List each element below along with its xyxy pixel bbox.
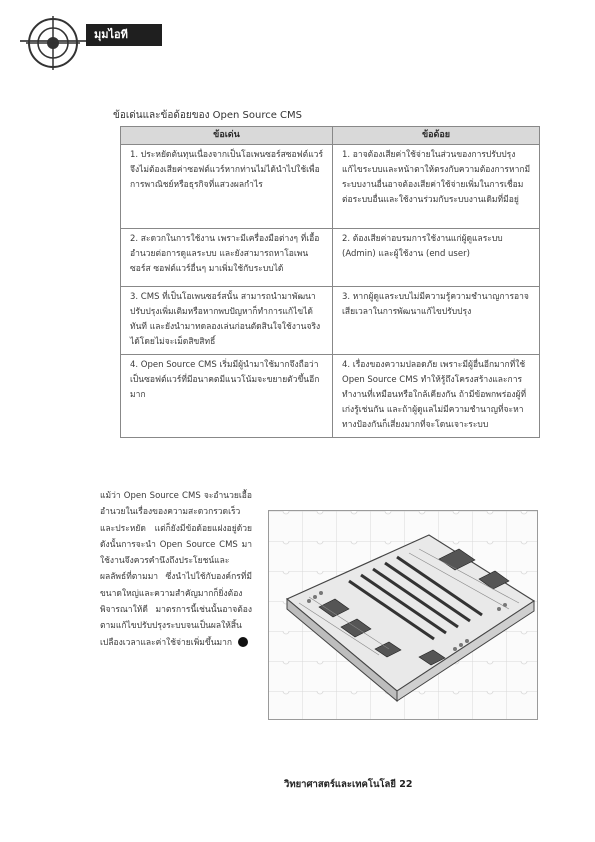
table-row [121, 229, 540, 287]
table-row [121, 355, 540, 438]
comparison-table [120, 126, 540, 438]
column-header-cons: ข้อด้อย [333, 127, 540, 145]
motherboard-illustration [268, 510, 538, 720]
pro-cell: 1. ประหยัดต้นทุนเนื่องจากเป็นโอเพนซอร์สซอฟต์แวร์จึงไม่ต้องเสียค่าซอฟต์แวร์หากท่านไม่ได้นำไปใช้เพื่อการพาณิชย์หรือธุรกิจที่แสวงผลกำไร [121, 145, 333, 229]
table-header-row [121, 127, 540, 145]
pro-cell: 4. Open Source CMS เริ่มมีผู้นำมาใช้มากจึงถือว่าเป็นซอฟต์แวร์ที่มีอนาคตมีแนวโน้มจะขยายตัวขึ้นอีกมาก [121, 355, 333, 438]
body-paragraph [100, 488, 252, 651]
page-footer: วิทยาศาสตร์และเทคโนโลยี 22 [284, 779, 413, 790]
column-header-pros: ข้อเด่น [121, 127, 333, 145]
motherboard-icon [269, 511, 538, 720]
page-header [0, 0, 595, 70]
target-logo-icon [26, 16, 80, 70]
con-cell: 3. หากผู้ดูแลระบบไม่มีความรู้ความชำนาญการอาจเสียเวลาในการพัฒนาแก้ไขปรับปรุง [333, 287, 540, 355]
section-label: มุมไอที [86, 24, 162, 46]
table-title: ข้อเด่นและข้อด้อยของ Open Source CMS [113, 110, 303, 121]
con-cell: 4. เรื่องของความปลอดภัย เพราะมีผู้อื่นอีกมากที่ใช้ Open Source CMS ทำให้รู้ถึงโครงสร้างและการทำงานที่เหมือนหรือใกล้เคียงกัน ถ้ามีข้อพกพร่องผู้ที่เก่งรู้เช่นกัน และถ้าผู้ดูแลไม่มีความชำนาญที่จะหาทางป้องกันก็เสี่ยงมากที่จะโดนเจาะระบบ [333, 355, 540, 438]
end-of-article-icon [238, 637, 248, 647]
pro-cell: 2. สะดวกในการใช้งาน เพราะมีเครื่องมือต่างๆ ที่เอื้ออำนวยต่อการดูแลระบบ และยังสามารถหาโอเพนซอร์ส ซอฟต์แวร์อื่นๆ มาเพิ่มใช้กับระบบได้ [121, 229, 333, 287]
body-paragraph-text: แม้ว่า Open Source CMS จะอำนวยเอื้ออำนวยในเรื่องของความสะดวกรวดเร็ว และประหยัด แต่ก็ยังมีข้อด้อยแฝงอยู่ด้วย ดังนั้นการจะนำ Open Source CMS มาใช้งานจึงควรคำนึงถึงประโยชน์และผลลัพธ์ที่ตามมา ซึ่งนำไปใช้กับองค์กรที่มีขนาดใหญ่และความสำคัญมากก็ยิ่งต้องพิจารณาให้ดี มาตรการนี้เช่นนั้นอาจต้องตามแก้ไขปรับปรุงระบบจนเป็นผลให้สิ้นเปลืองเวลาและค่าใช้จ่ายเพิ่มขึ้นมาก [100, 491, 252, 648]
con-cell: 1. อาจต้องเสียค่าใช้จ่ายในส่วนของการปรับปรุงแก้ไขระบบและหน้าตาให้ตรงกับความต้องการหากมีระบบงานอื่นอาจต้องเสียค่าใช้จ่ายเพิ่มในการเชื่อมต่อระบบอื่นและใช้งานร่วมกับระบบงานเดิมที่มีอยู่ [333, 145, 540, 229]
pro-cell: 3. CMS ที่เป็นโอเพนซอร์สนั้น สามารถนำมาพัฒนาปรับปรุงเพิ่มเติมหรือหากพบปัญหาก็ทำการแก้ไขได้ทันที และยังนำมาทดลองเล่นก่อนตัดสินใจใช้งานจริงได้โดยไม่จะเม็ดสิขสิทธิ์ [121, 287, 333, 355]
table-row [121, 145, 540, 229]
con-cell: 2. ต้องเสียค่าอบรมการใช้งานแก่ผู้ดูแลระบบ (Admin) และผู้ใช้งาน (end user) [333, 229, 540, 287]
table-row [121, 287, 540, 355]
